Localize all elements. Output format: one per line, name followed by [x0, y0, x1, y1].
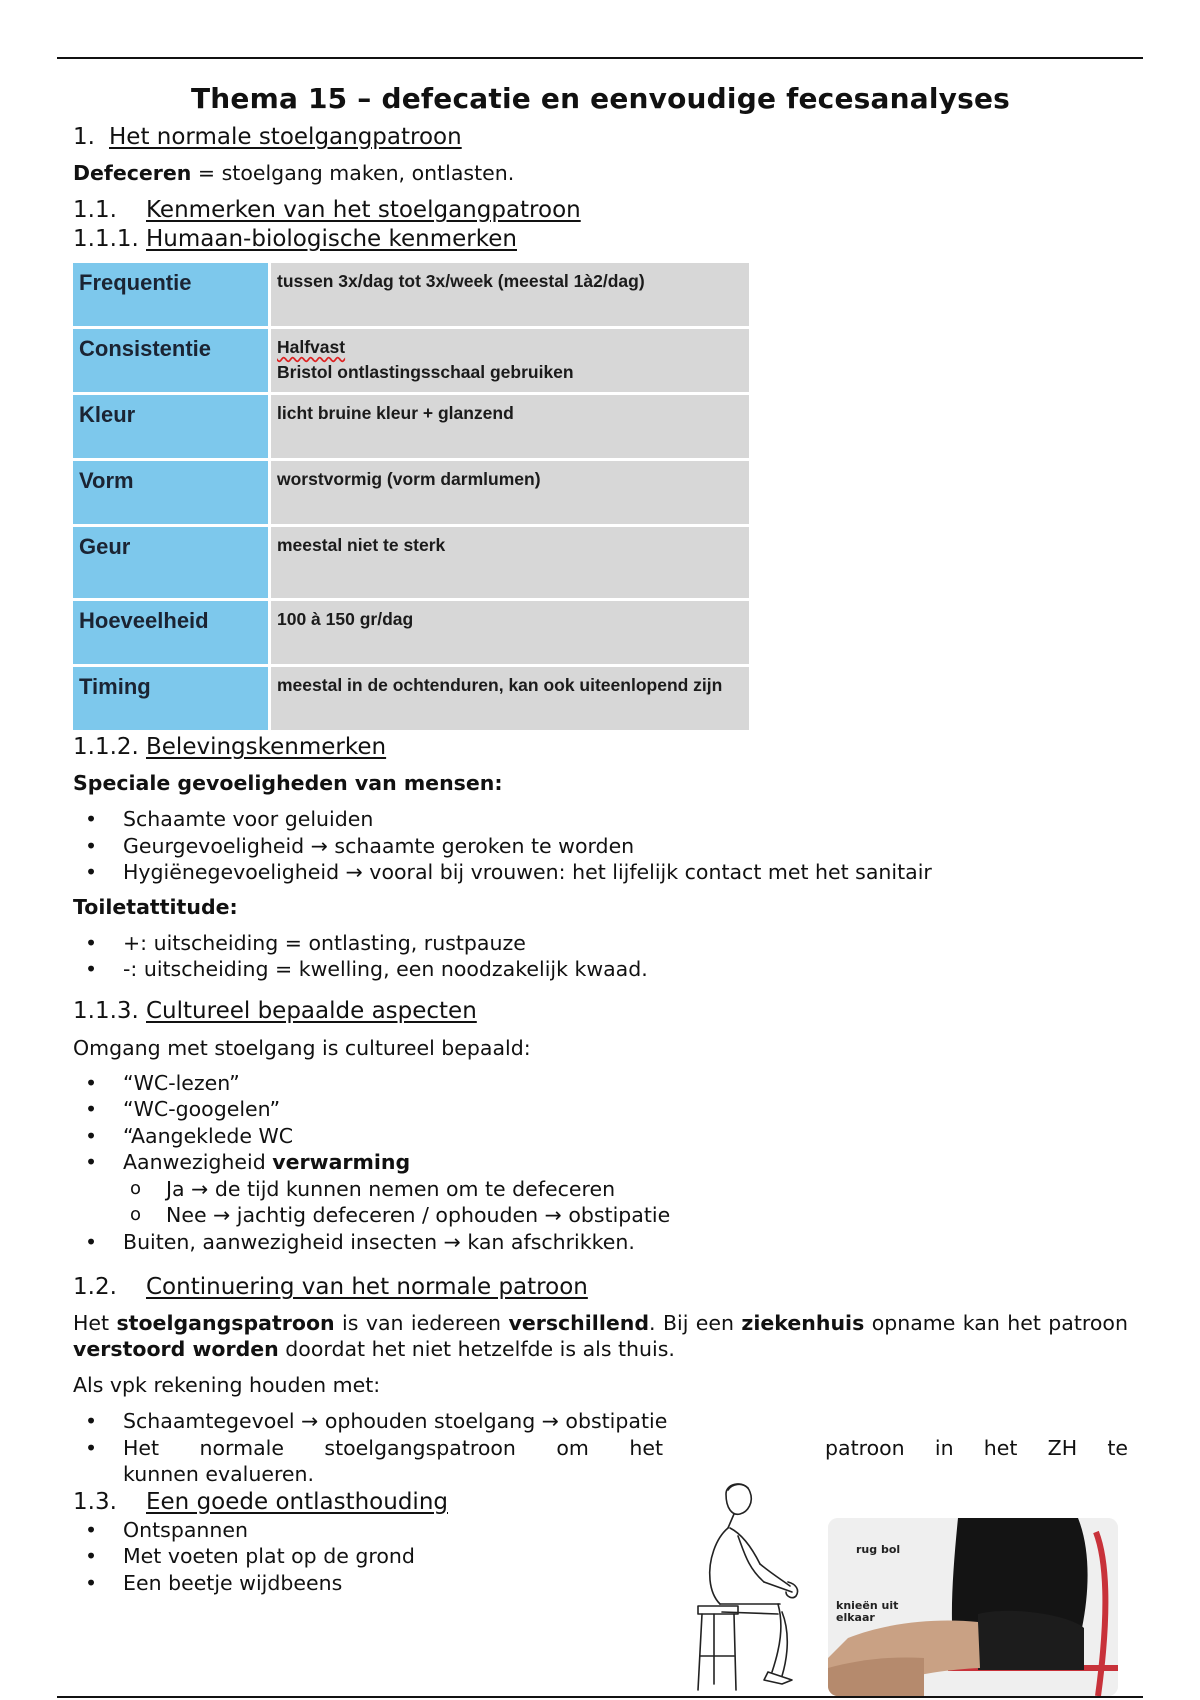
- definition-term: Defeceren: [73, 161, 192, 185]
- list-item: • Met voeten plat op de grond: [73, 1543, 1128, 1570]
- list-item-part: • Het normale stoelgangspatroon om het: [123, 1435, 663, 1460]
- list-item: • Schaamtegevoel → ophouden stoelgang → obstipatie: [73, 1408, 1128, 1435]
- section-1-2-heading: [73, 1273, 1128, 1302]
- page-title: Thema 15 – defecatie en eenvoudige fecesanalyses: [190, 82, 1011, 115]
- characteristics-table: [73, 260, 749, 733]
- row-key: Timing: [73, 667, 271, 730]
- row-value: meestal in de ochtenduren, kan ook uiteenlopend zijn: [271, 667, 749, 730]
- table-row: [73, 527, 749, 598]
- header-rule: [57, 57, 1143, 59]
- photo-label-back: rug bol: [856, 1543, 901, 1556]
- sub-list-item: o Ja → de tijd kunnen nemen om te defeceren: [73, 1176, 1128, 1203]
- row-key: Geur: [73, 527, 271, 598]
- row-value: 100 à 150 gr/dag: [271, 601, 749, 664]
- sensitivities-heading: Speciale gevoeligheden van mensen:: [73, 771, 503, 795]
- posture-figures: [668, 1476, 1118, 1696]
- section-1-1-heading: [73, 196, 1128, 225]
- table-row: [73, 395, 749, 458]
- table-row: [73, 667, 749, 730]
- seated-man-illustration: [668, 1476, 818, 1696]
- row-key: Vorm: [73, 461, 271, 524]
- document-body: [73, 82, 1128, 1596]
- section-title: Continuering van het normale patroon: [146, 1274, 588, 1300]
- sub-list-item: o Nee → jachtig defeceren / ophouden → obstipatie: [73, 1202, 1128, 1229]
- toilet-attitude-heading: Toiletattitude:: [73, 894, 238, 919]
- list-item: • Aanwezigheid verwarming o Ja → de tijd kunnen nemen om te defeceren o Nee → jachtig defeceren / ophouden → obstipatie: [73, 1149, 1128, 1229]
- section-number: 1.: [73, 124, 95, 150]
- sensitivities-list: [73, 806, 1128, 886]
- section-title: Belevingskenmerken: [146, 734, 387, 760]
- list-item: • Buiten, aanwezigheid insecten → kan afschrikken.: [73, 1229, 1128, 1256]
- posture-photo: [828, 1518, 1118, 1696]
- section-1-1-1-heading: [73, 225, 1128, 254]
- row-key: Hoeveelheid: [73, 601, 271, 664]
- list-item: • Geurgevoeligheid → schaamte geroken te worden: [73, 833, 1128, 860]
- row-value: meestal niet te sterk: [271, 527, 749, 598]
- cultural-intro: Omgang met stoelgang is cultureel bepaald:: [73, 1035, 531, 1060]
- section-title: Een goede ontlasthouding: [146, 1488, 448, 1515]
- section-title: Humaan-biologische kenmerken: [146, 226, 517, 252]
- row-key: Frequentie: [73, 263, 271, 326]
- section-number: 1.2.: [73, 1274, 117, 1300]
- photo-label-knees: knieën uit elkaar: [836, 1599, 899, 1624]
- list-item-part: kunnen evalueren.: [123, 1462, 315, 1486]
- section-title: Kenmerken van het stoelgangpatroon: [146, 197, 581, 223]
- list-item: • -: uitscheiding = kwelling, een noodzakelijk kwaad.: [73, 956, 1128, 983]
- section-1-1-2-heading: [73, 733, 1128, 762]
- list-item: • Hygiënegevoeligheid → vooral bij vrouwen: het lijfelijk contact met het sanitair: [73, 859, 1128, 886]
- section-title: Het normale stoelgangpatroon: [109, 124, 462, 150]
- row-value: licht bruine kleur + glanzend: [271, 395, 749, 458]
- cultural-list: [73, 1070, 1128, 1256]
- section-1-heading: [73, 123, 1128, 152]
- row-value: tussen 3x/dag tot 3x/week (meestal 1à2/dag): [271, 263, 749, 326]
- continuation-paragraph: Het stoelgangspatroon is van iedereen verschillend. Bij een ziekenhuis opname kan het patroon verstoord worden doordat het niet hetzelfde is als thuis.: [73, 1311, 1128, 1361]
- row-value-line-2: Bristol ontlastingsschaal gebruiken: [277, 362, 574, 382]
- definition-text: = stoelgang maken, ontlasten.: [191, 161, 515, 185]
- row-value: [271, 329, 749, 392]
- list-item: • Een beetje wijdbeens: [73, 1570, 1128, 1597]
- list-item-part: patroon in het ZH te: [825, 1435, 1128, 1460]
- section-number: 1.1.2.: [73, 734, 139, 760]
- row-value: worstvormig (vorm darmlumen): [271, 461, 749, 524]
- toilet-attitude-list: [73, 930, 1128, 983]
- table-row: [73, 329, 749, 392]
- row-value-line-1: Halfvast: [277, 337, 346, 357]
- table-row: [73, 601, 749, 664]
- section-number: 1.3.: [73, 1488, 117, 1515]
- section-title: Cultureel bepaalde aspecten: [146, 997, 477, 1024]
- section-1-1-3-heading: [73, 997, 1128, 1026]
- section-number: 1.1.: [73, 197, 117, 223]
- footer-rule: [57, 1696, 1143, 1698]
- section-number: 1.1.3.: [73, 997, 139, 1024]
- list-item: • Schaamte voor geluiden: [73, 806, 1128, 833]
- list-item: • +: uitscheiding = ontlasting, rustpauze: [73, 930, 1128, 957]
- row-key: Consistentie: [73, 329, 271, 392]
- section-number: 1.1.1.: [73, 226, 139, 252]
- table-row: [73, 263, 749, 326]
- list-item: • “Aangeklede WC: [73, 1123, 1128, 1150]
- list-item: • Ontspannen: [73, 1517, 1128, 1544]
- sub-list: [123, 1176, 1128, 1229]
- list-item: • “WC-googelen”: [73, 1096, 1128, 1123]
- table-row: [73, 461, 749, 524]
- list-item: • “WC-lezen”: [73, 1070, 1128, 1097]
- row-key: Kleur: [73, 395, 271, 458]
- definition: [73, 160, 1128, 186]
- nurse-considerations-intro: Als vpk rekening houden met:: [73, 1373, 381, 1397]
